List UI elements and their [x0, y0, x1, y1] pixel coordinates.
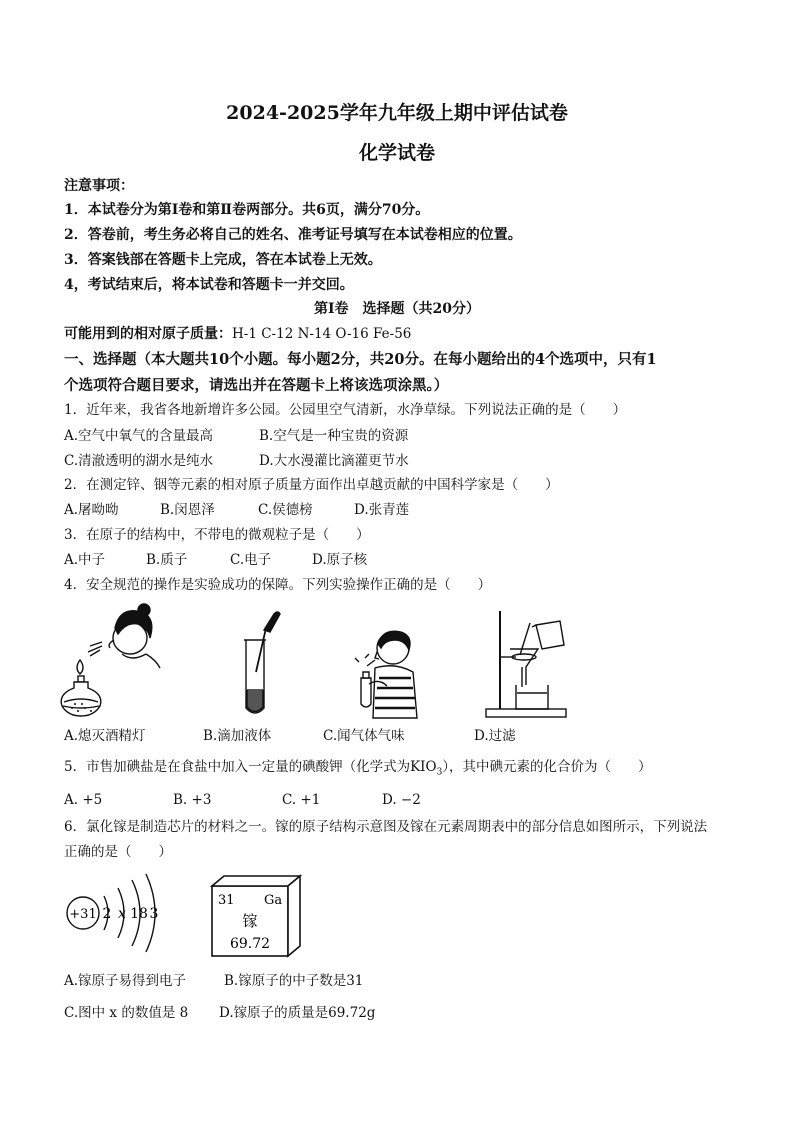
q1-stem: 1．近年来，我省各地新增许多公园。公园里空气清新，水净草绿。下列说法正确的是（ ）	[64, 402, 627, 418]
notice-item: 4，考试结束后，将本试卷和答题卡一并交回。	[64, 277, 354, 293]
part1-instruction: 一、选择题（本大题共10个小题。每小题2分，共20分。在每小题给出的4个选项中，只有1	[64, 351, 657, 368]
q5-option-d[interactable]: D. −2	[382, 792, 421, 808]
q2-option-b[interactable]: B.闵恩泽	[160, 502, 215, 518]
q3-option-b[interactable]: B.质子	[146, 552, 188, 568]
q1-option-a[interactable]: A.空气中氧气的含量最高	[64, 428, 214, 444]
q1-option-c[interactable]: C.清澈透明的湖水是纯水	[64, 453, 214, 469]
q5-subscript: 3	[436, 767, 443, 778]
q5-option-a[interactable]: A. +5	[64, 792, 103, 808]
atom-shell-electrons: 3	[149, 906, 159, 922]
q5-stem-text: ），其中碘元素的化合价为（ ）	[442, 759, 652, 775]
part1-instruction: 个选项符合题目要求，请选出并在答题卡上将该选项涂黑。）	[64, 377, 449, 394]
q4-option-a[interactable]: A.熄灭酒精灯	[64, 728, 146, 744]
q5-stem-text: 5．市售加碘盐是在食盐中加入一定量的碘酸钾（化学式为KIO	[64, 759, 437, 775]
q6-option-d[interactable]: D.镓原子的质量是69.72g	[219, 1005, 376, 1021]
element-atomic-mass: 69.72	[229, 936, 271, 952]
exam-title: 2024-2025学年九年级上期中评估试卷	[226, 102, 568, 124]
atom-shell-electrons: x	[118, 906, 126, 922]
q1-option-b[interactable]: B.空气是一种宝贵的资源	[259, 428, 409, 444]
q2-option-a[interactable]: A.屠呦呦	[64, 502, 119, 518]
periodic-table-cell-gallium	[208, 872, 304, 960]
q5-option-c[interactable]: C. +1	[282, 792, 321, 808]
q2-option-c[interactable]: C.侯德榜	[258, 502, 313, 518]
atom-nucleus-charge: +31	[69, 907, 97, 922]
atom-shell-electrons: 18	[130, 906, 148, 922]
element-name: 镓	[242, 912, 258, 930]
notice-heading: 注意事项：	[64, 178, 134, 194]
q4-option-c[interactable]: C.闻气体气味	[323, 728, 405, 744]
notice-item: 2．答卷前，考生务必将自己的姓名、准考证号填写在本试卷相应的位置。	[64, 227, 522, 243]
q4-option-d[interactable]: D.过滤	[474, 728, 516, 744]
atomic-mass-label: 可能用到的相对原子质量：	[64, 326, 232, 342]
q2-stem: 2．在测定锌、铟等元素的相对原子质量方面作出卓越贡献的中国科学家是（ ）	[64, 477, 559, 493]
q4-option-b[interactable]: B.滴加液体	[203, 728, 272, 744]
element-atomic-number: 31	[218, 893, 235, 908]
q3-stem: 3．在原子的结构中，不带电的微观粒子是（ ）	[64, 527, 370, 543]
atomic-mass-line	[64, 323, 411, 343]
exam-subtitle: 化学试卷	[358, 142, 435, 164]
q3-option-d[interactable]: D.原子核	[312, 552, 368, 568]
q3-option-c[interactable]: C.电子	[230, 552, 272, 568]
q6-option-b[interactable]: B.镓原子的中子数是31	[224, 973, 364, 989]
notice-item: 3．答案钱部在答题卡上完成，答在本试卷上无效。	[64, 252, 382, 268]
q6-stem: 正确的是（ ）	[64, 844, 172, 860]
gallium-atom-structure-diagram	[60, 868, 170, 958]
q4-stem: 4．安全规范的操作是实验成功的保障。下列实验操作正确的是（ ）	[64, 577, 492, 593]
q6-stem: 6．氯化镓是制造芯片的材料之一。镓的原子结构示意图及镓在元素周期表中的部分信息如图所示，下列说法	[64, 819, 708, 835]
atom-shell-electrons: 2	[102, 906, 112, 922]
q6-option-a[interactable]: A.镓原子易得到电子	[64, 973, 187, 989]
q6-option-c[interactable]: C.图中 x 的数值是 8	[64, 1005, 189, 1021]
section-title: 第Ⅰ卷 选择题（共20分）	[313, 301, 481, 317]
smelling-gas-illustration	[345, 628, 425, 720]
alcohol-lamp-illustration	[60, 598, 170, 718]
notice-item: 1．本试卷分为第Ⅰ卷和第Ⅱ卷两部分。共6页，满分70分。	[64, 202, 430, 218]
atomic-mass-values: H-1 C-12 N-14 O-16 Fe-56	[232, 326, 412, 342]
q2-option-d[interactable]: D.张青莲	[354, 502, 410, 518]
filtration-illustration	[478, 605, 574, 720]
element-symbol: Ga	[264, 893, 283, 908]
q1-option-d[interactable]: D.大水漫灌比滴灌更节水	[259, 453, 409, 469]
q5-stem	[64, 755, 652, 778]
q3-option-a[interactable]: A.中子	[64, 552, 106, 568]
q5-option-b[interactable]: B. +3	[173, 792, 212, 808]
test-tube-dropper-illustration	[236, 610, 286, 720]
